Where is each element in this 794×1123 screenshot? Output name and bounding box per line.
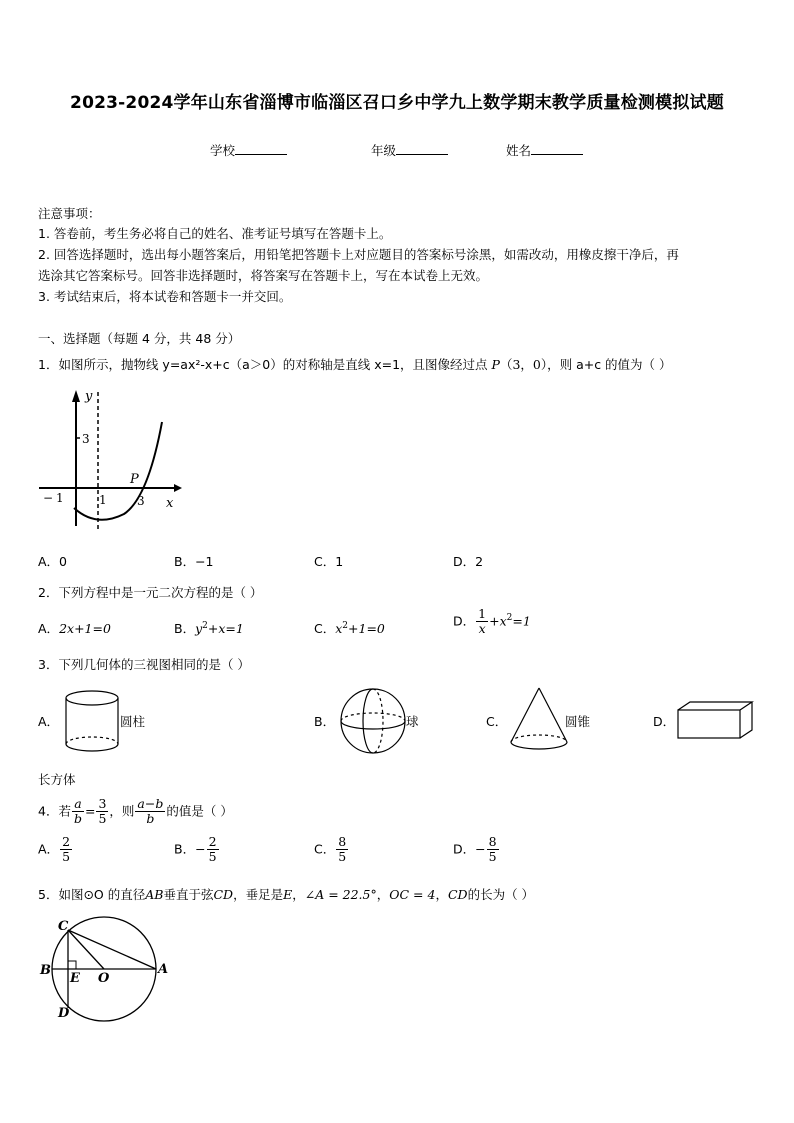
q4-a-fraction: [60, 835, 72, 865]
q2-a-expr: 2x+1=0: [59, 621, 111, 636]
cuboid-figure: [676, 700, 754, 742]
cylinder-bottom-back: [66, 737, 118, 744]
name-field[interactable]: [506, 141, 583, 159]
denominator: x: [478, 621, 486, 637]
x-tick-1-label: 1: [99, 493, 107, 507]
grade-field[interactable]: [371, 141, 448, 159]
x-label: x: [166, 496, 174, 511]
q2-d-exponent: 2: [506, 613, 513, 624]
q2-stem: 2．下列方程中是一元二次方程的是（ ）: [38, 585, 263, 600]
q4-fraction-35: [96, 797, 108, 827]
numerator: a−b: [137, 796, 164, 811]
label-o: O: [98, 971, 110, 986]
minus-sign: −: [43, 491, 54, 505]
numerator: 8: [488, 834, 497, 849]
q1-parabola-figure: [34, 386, 184, 536]
y-axis-arrow-icon: [72, 390, 80, 402]
minus-sign: −: [195, 841, 206, 857]
option-label: B．: [174, 841, 196, 857]
q5-cd: CD: [213, 887, 234, 902]
q1-stem-end: ，则 a+c 的值为（ ）: [547, 357, 672, 372]
q5-circle-figure: [36, 915, 176, 1025]
option-label: C．: [314, 621, 336, 636]
option-label: A．: [38, 841, 60, 857]
denominator: b: [73, 811, 82, 827]
cone-side-right: [539, 688, 567, 742]
denominator: 5: [62, 849, 71, 865]
cone-base-back: [511, 735, 567, 742]
q2-d-rest: =1: [512, 613, 531, 629]
x-tick-3-label: 3: [137, 494, 145, 508]
q5-e: E: [283, 887, 293, 902]
page-title: 2023-2024学年山东省淄博市临淄区召口乡中学九上数学期末教学质量检测模拟试题: [70, 93, 724, 113]
q5-cd: CD: [447, 887, 468, 902]
cone-base-front: [511, 742, 567, 749]
denominator: 5: [208, 849, 217, 865]
q2-c-exponent: 2: [342, 620, 349, 631]
q3-b-name: 球: [406, 714, 419, 729]
q3-stem: 3．下列几何体的三视图相同的是（ ）: [38, 657, 250, 672]
q2-option-c[interactable]: [314, 619, 385, 637]
equals-sign: =: [84, 803, 96, 819]
y-label: y: [85, 389, 93, 404]
q5-text: ，: [376, 887, 390, 902]
q3-option-a-label[interactable]: A．: [38, 714, 60, 729]
grade-label: 年级: [371, 143, 397, 158]
q5-text: ，: [435, 887, 448, 902]
cuboid-top: [678, 702, 752, 710]
q2-b-rest: +x=1: [207, 621, 244, 636]
q4-stem: [38, 797, 233, 827]
q5-text: ，: [292, 887, 305, 902]
option-label: D．: [453, 841, 476, 857]
option-label: C．: [314, 841, 336, 857]
note-1: 1. 答卷前，考生务必将自己的姓名、准考证号填写在答题卡上。: [38, 226, 392, 241]
sphere-equator-front: [341, 721, 405, 729]
q4-b-fraction: [207, 835, 219, 865]
q4-d-fraction: [487, 835, 499, 865]
q3-option-b-label[interactable]: B．: [314, 714, 336, 729]
q1-option-a[interactable]: A．0: [38, 554, 68, 569]
label-d: D: [58, 1006, 70, 1021]
q2-b-base: y: [195, 621, 203, 636]
cylinder-top: [66, 691, 118, 705]
q1-stem: [38, 355, 672, 373]
numerator: 2: [62, 834, 71, 849]
minus-sign: −: [475, 841, 486, 857]
q2-d-base: x: [499, 613, 507, 629]
plus-sign: +: [489, 613, 500, 629]
q5-text: 的长为（ ）: [467, 887, 535, 902]
option-label: A．: [38, 621, 60, 636]
numerator: a: [74, 796, 82, 811]
q3-option-d-label[interactable]: D．: [653, 714, 676, 729]
q1-point: P: [491, 357, 500, 372]
label-b: B: [40, 963, 51, 978]
denominator: 5: [338, 849, 347, 865]
q2-d-fraction: [476, 607, 488, 637]
q4-option-a[interactable]: [38, 835, 73, 865]
q5-oc: OC = 4: [389, 887, 436, 902]
q4-mid: ，则: [109, 803, 135, 819]
cuboid-front: [678, 710, 740, 738]
name-blank[interactable]: [531, 142, 583, 155]
q1-option-b[interactable]: B．−1: [174, 554, 214, 569]
denominator: b: [146, 811, 155, 827]
x-axis-arrow-icon: [174, 484, 182, 492]
denominator: 5: [488, 849, 497, 865]
numerator: 8: [338, 834, 347, 849]
grade-blank[interactable]: [396, 142, 448, 155]
q2-b-exponent: 2: [202, 620, 208, 631]
q4-fraction-a-minus-b: [135, 797, 165, 827]
q1-stem-text: 1．如图所示，抛物线 y=ax²-x+c（a＞0）的对称轴是直线 x=1，且图像经过点: [38, 357, 488, 372]
q2-c-rest: +1=0: [348, 621, 385, 636]
name-label: 姓名: [506, 143, 532, 158]
right-angle-mark: [68, 961, 76, 969]
label-c: C: [58, 919, 69, 934]
q4-pre: 4．若: [38, 803, 71, 819]
cylinder-bottom-front: [66, 744, 118, 751]
note-3: 3. 考试结束后，将本试卷和答题卡一并交回。: [38, 289, 292, 304]
cuboid-side: [740, 702, 752, 738]
option-label: B．: [174, 621, 196, 636]
q4-option-c[interactable]: [314, 835, 349, 865]
numerator: 2: [208, 834, 217, 849]
q1-option-d[interactable]: D．2: [453, 554, 484, 569]
school-field[interactable]: [210, 141, 287, 159]
q3-c-name: 圆锥: [565, 714, 591, 729]
q4-option-b[interactable]: [174, 835, 220, 865]
label-e: E: [70, 971, 80, 986]
sphere-meridian-front: [363, 689, 373, 753]
school-blank[interactable]: [235, 142, 287, 155]
q4-c-fraction: [336, 835, 348, 865]
q4-option-d[interactable]: [453, 835, 500, 865]
q5-ab: AB: [145, 887, 164, 902]
q2-option-b[interactable]: [174, 619, 244, 637]
q5-angle: ∠A = 22.5°: [304, 887, 377, 902]
q2-option-d[interactable]: [453, 607, 531, 637]
x-tick-neg1-label: 1: [56, 491, 64, 505]
q3-option-c-label[interactable]: C．: [486, 714, 508, 729]
note-2b: 选涂其它答案标号。回答非选择题时，将答案写在答题卡上，写在本试卷上无效。: [38, 268, 489, 283]
q2-c-base: x: [335, 621, 343, 636]
q4-post: 的值是（ ）: [166, 803, 233, 819]
notes-header: 注意事项：: [38, 206, 101, 221]
q1-coords: （3，0）: [499, 357, 548, 372]
q5-text: ，垂足是: [233, 887, 284, 902]
label-a: A: [158, 962, 169, 977]
q5-pre: 5．如图⊙O 的直径: [38, 887, 146, 902]
numerator: 1: [478, 606, 487, 621]
q2-option-a[interactable]: [38, 619, 111, 637]
cone-side-left: [511, 688, 539, 742]
q5-stem: [38, 885, 534, 903]
q3-d-name: 长方体: [38, 772, 76, 787]
sphere-equator-back: [341, 713, 405, 721]
school-label: 学校: [210, 143, 236, 158]
q5-text: 垂直于弦: [163, 887, 214, 902]
numerator: 3: [98, 796, 107, 811]
point-p-label: P: [130, 472, 139, 487]
q3-a-name: 圆柱: [120, 714, 146, 729]
sphere-figure: [337, 686, 409, 756]
y-tick-3-label: 3: [82, 432, 90, 446]
cylinder-figure: [62, 688, 122, 754]
section-heading: 一、选择题（每题 4 分，共 48 分）: [38, 331, 241, 346]
sphere-meridian-back: [373, 689, 383, 753]
segment-ca: [68, 930, 156, 969]
q1-option-c[interactable]: C．1: [314, 554, 344, 569]
cone-figure: [508, 686, 570, 754]
option-label: D．: [453, 613, 476, 629]
sphere-outline: [341, 689, 405, 753]
q4-fraction-ab: [72, 797, 84, 827]
note-2a: 2. 回答选择题时，选出每小题答案后，用铅笔把答题卡上对应题目的答案标号涂黑，如需改动，用橡皮擦干净后，再: [38, 247, 679, 262]
denominator: 5: [98, 811, 107, 827]
segment-co: [68, 930, 104, 969]
